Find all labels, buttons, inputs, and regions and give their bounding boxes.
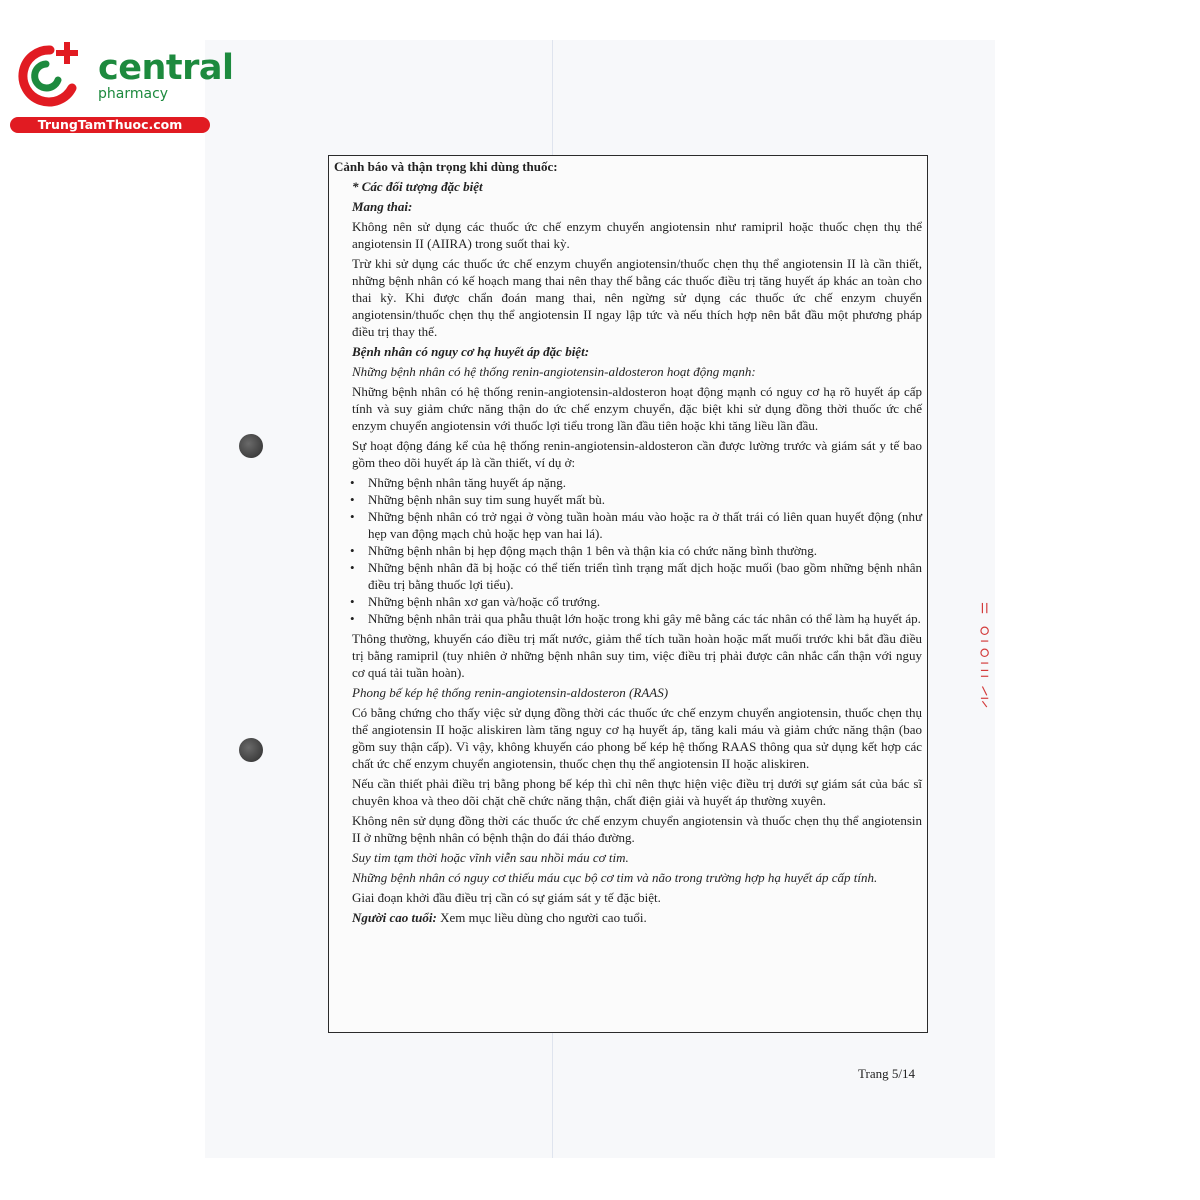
punch-hole-top (239, 434, 263, 458)
logo-subtitle: pharmacy (98, 86, 169, 102)
raas-active-paragraph-2: Sự hoạt động đáng kể của hệ thống renin-angiotensin-aldosteron cần được lường trước và giám sát y tế bao gồm theo dõi huyết áp là cần thiết, ví dụ ở: (352, 438, 922, 470)
heart-failure-heading: Suy tim tạm thời hoặc vĩnh viễn sau nhồi máu cơ tim. (352, 850, 629, 865)
elderly-text: Xem mục liều dùng cho người cao tuổi. (436, 910, 647, 925)
punch-hole-bottom (239, 738, 263, 762)
logo-brand-name: central (98, 48, 234, 88)
list-item: • Những bệnh nhân xơ gan và/hoặc cổ trướng. (350, 594, 601, 609)
pregnancy-paragraph-1: Không nên sử dụng các thuốc ức chế enzym chuyển angiotensin như ramipril hoặc thuốc chẹn thụ thể angiotensin II (AIIRA) trong suốt thai kỳ. (352, 219, 922, 251)
dual-block-paragraph-3: Không nên sử dụng đồng thời các thuốc ức chế enzym chuyển angiotensin và thuốc chẹn thụ thể angiotensin II ở những bệnh nhân có bệnh thận do đái tháo đường. (352, 813, 922, 845)
page-number: Trang 5/14 (858, 1066, 915, 1081)
central-pharmacy-logo[interactable] (10, 38, 234, 138)
risk-patient-list (332, 474, 922, 627)
dual-block-paragraph-1: Có bằng chứng cho thấy việc sử dụng đồng thời các thuốc ức chế enzym chuyển angiotensin, thuốc chẹn thụ thể angiotensin II hoặc aliskiren làm tăng nguy cơ hạ huyết áp, tăng kali máu và giảm chức năng thận (bao gồm suy thận cấp). Vì vậy, không khuyến cáo phong bế kép hệ thống RAAS thông qua sử dụng kết hợp các chất ức chế enzym chuyển angiotensin, thuốc chẹn thụ thể angiotensin II hoặc aliskiren. (352, 705, 922, 771)
elderly-label: Người cao tuổi: (352, 910, 437, 925)
ischemia-paragraph: Giai đoạn khởi đầu điều trị cần có sự giám sát y tế đặc biệt. (352, 890, 661, 905)
list-item: • Những bệnh nhân đã bị hoặc có thể tiến triển tình trạng mất dịch hoặc muối (bao gồm những bệnh nhân điều trị bằng thuốc lợi tiểu). (350, 560, 922, 592)
pregnancy-heading: Mang thai: (352, 199, 413, 214)
hypotension-heading: Bệnh nhân có nguy cơ hạ huyết áp đặc biệt: (352, 344, 590, 359)
list-item: • Những bệnh nhân bị hẹp động mạch thận 1 bên và thận kia có chức năng bình thường. (350, 543, 817, 558)
document-content (332, 158, 922, 929)
special-groups-heading: * Các đối tượng đặc biệt (352, 179, 483, 194)
ischemia-heading: Những bệnh nhân có nguy cơ thiếu máu cục bộ cơ tim và não trong trường hợp hạ huyết áp cấp tính. (352, 870, 878, 885)
elderly-paragraph (332, 909, 922, 926)
red-stamp-mark (978, 582, 1000, 728)
list-item: • Những bệnh nhân suy tim sung huyết mất bù. (350, 492, 606, 507)
logo-website[interactable]: TrungTamThuoc.com (10, 117, 210, 133)
dual-block-paragraph-2: Nếu cần thiết phải điều trị bằng phong bế kép thì chỉ nên thực hiện việc điều trị dưới sự giám sát của bác sĩ chuyên khoa và theo dõi chặt chẽ chức năng thận, chất điện giải và huyết áp thường xuyên. (352, 776, 922, 808)
pharmacy-cross-logo-icon (10, 38, 90, 108)
dual-block-heading: Phong bế kép hệ thống renin-angiotensin-aldosteron (RAAS) (352, 685, 669, 700)
section-heading: Cảnh báo và thận trọng khi dùng thuốc: (334, 159, 558, 174)
list-item: • Những bệnh nhân có trở ngại ở vòng tuần hoàn máu vào hoặc ra ở thất trái có liên quan huyết động (như hẹp van động mạch chủ hoặc hẹp van hai lá). (350, 509, 922, 541)
raas-active-paragraph-1: Những bệnh nhân có hệ thống renin-angiotensin-aldosteron hoạt động mạnh có nguy cơ hạ rõ huyết áp cấp tính và suy giảm chức năng thận do ức chế enzym chuyển, đặc biệt khi sử dụng đồng thời thuốc ức chế enzym chuyển angiotensin với thuốc lợi tiểu trong lần đầu tiên hoặc khi tăng liều lần đầu. (352, 384, 922, 433)
list-item: • Những bệnh nhân trải qua phẫu thuật lớn hoặc trong khi gây mê bằng các tác nhân có thể làm hạ huyết áp. (350, 611, 921, 626)
raas-active-heading: Những bệnh nhân có hệ thống renin-angiotensin-aldosteron hoạt động mạnh: (352, 364, 756, 379)
raas-active-paragraph-3: Thông thường, khuyến cáo điều trị mất nước, giảm thể tích tuần hoàn hoặc mất muối trước khi bắt đầu điều trị bằng ramipril (tuy nhiên ở những bệnh nhân suy tim, việc điều trị phải được cân nhắc cẩn thận với nguy cơ quá tải tuần hoàn). (352, 631, 922, 680)
pregnancy-paragraph-2: Trừ khi sử dụng các thuốc ức chế enzym chuyển angiotensin/thuốc chẹn thụ thể angiotensin II là cần thiết, những bệnh nhân có kế hoạch mang thai nên thay thế bằng các thuốc điều trị tăng huyết áp khác an toàn cho thai kỳ. Khi được chẩn đoán mang thai, nên ngừng sử dụng các thuốc ức chế enzym chuyển angiotensin/thuốc chẹn thụ thể angiotensin II ngay lập tức và nếu thích hợp nên bắt đầu một phương pháp điều trị thay thế. (352, 256, 922, 339)
list-item: • Những bệnh nhân tăng huyết áp nặng. (350, 475, 567, 490)
